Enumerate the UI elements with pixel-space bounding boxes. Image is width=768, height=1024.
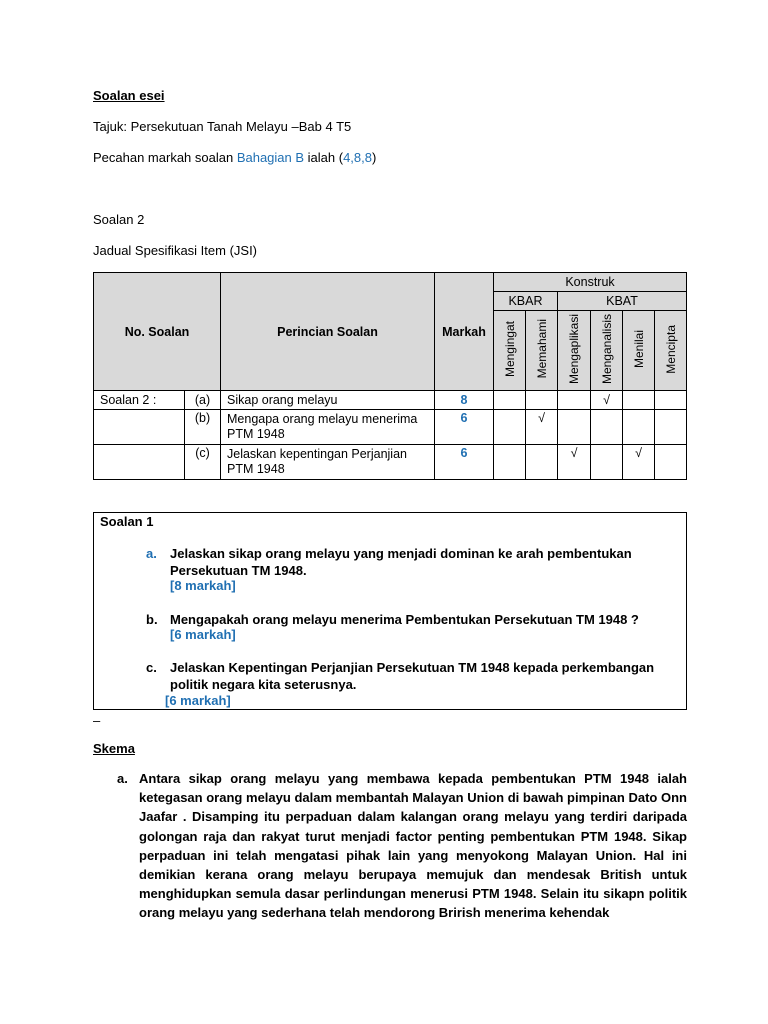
level-memahami: Memahami [526,311,558,391]
desc-b: Mengapa orang melayu menerima PTM 1948 [221,410,435,445]
question-marks: [6 markah] [170,627,236,642]
tajuk-line: Tajuk: Persekutuan Tanah Melayu –Bab 4 T5 [93,119,352,134]
header-konstruk: Konstruk [494,273,687,292]
level-mengingat: Mengingat [494,311,526,391]
doc-title: Soalan esei [93,88,165,103]
pecahan-suffix: ) [372,150,377,165]
markah-b: 6 [435,410,494,445]
jsi-title: Jadual Spesifikasi Item (JSI) [93,243,258,258]
header-markah: Markah [435,273,494,391]
check-b-memahami: √ [526,410,558,445]
part-b: (b) [185,410,221,445]
question-text: Jelaskan sikap orang melayu yang menjadi dominan ke arah pembentukan Persekutuan TM 1948. [170,546,632,578]
question-text: Jelaskan Kepentingan Perjanjian Persekutuan TM 1948 kepada perkembangan politik negara kita seterusnya. [170,660,655,692]
markah-c: 6 [435,445,494,480]
question-number: b. [146,612,158,627]
question-number: a. [146,546,157,561]
skema-heading: Skema [93,741,135,756]
desc-a: Sikap orang melayu [221,391,435,410]
part-a: (a) [185,391,221,410]
question-text: Mengapakah orang melayu menerima Pembentukan Persekutuan TM 1948 ? [170,612,639,627]
question-marks: [6 markah] [165,693,231,708]
part-c: (c) [185,445,221,480]
header-kbar: KBAR [494,292,558,311]
table-row [94,410,687,445]
header-kbat: KBAT [558,292,687,311]
jsi-table [93,272,687,480]
table-row [94,445,687,480]
table-row [94,391,687,410]
header-no-soalan: No. Soalan [94,273,221,391]
level-menganalisis: Menganalisis [591,311,623,391]
check-c-menilai: √ [623,445,655,480]
check-a-menganalisis: √ [591,391,623,410]
check-c-mengaplikasi: √ [558,445,591,480]
desc-c: Jelaskan kepentingan Perjanjian PTM 1948 [221,445,435,480]
question-marks: [8 markah] [170,578,236,593]
dash-mark: – [93,713,101,728]
skema-number: a. [117,771,128,786]
bahagian-b-highlight: Bahagian B [236,150,305,165]
question-number: c. [146,660,157,675]
soalan2-heading: Soalan 2 [93,212,145,227]
pecahan-prefix: Pecahan markah soalan [93,150,237,165]
soalan-label: Soalan 2 : [94,391,185,410]
markah-a: 8 [435,391,494,410]
question-box [93,512,687,710]
question-box-heading: Soalan 1 [100,514,154,529]
skema-text: Antara sikap orang melayu yang membawa kepada pembentukan PTM 1948 ialah ketegasan orang melayu dalam membantah Malayan Union di bawah pimpinan Dato Onn Jaafar . Disamping itu perpaduan dalam kalangan orang melayu yang terdiri daripada golongan raja dan rakyat turut menjadi factor penting pembentukan PTM 1948. Sikap perpaduan ini telah mengatasi pihak lain yang menyokong Malayan Union. Hal ini demikian kerana orang melayu berupaya memujuk dan mendesak British untuk menghidupkan semula dasar perlindungan menerusi PTM 1948. Selain itu sikapn politik orang melayu yang sederhana telah mendorong Brirish menerima kehendak [139,771,687,921]
level-mengaplikasi: Mengaplikasi [558,311,591,391]
pecahan-line [93,150,376,165]
pecahan-mid: ialah ( [304,150,344,165]
header-perincian: Perincian Soalan [221,273,435,391]
level-mencipta: Mencipta [655,311,687,391]
pecahan-values: 4,8,8 [343,150,372,165]
level-menilai: Menilai [623,311,655,391]
